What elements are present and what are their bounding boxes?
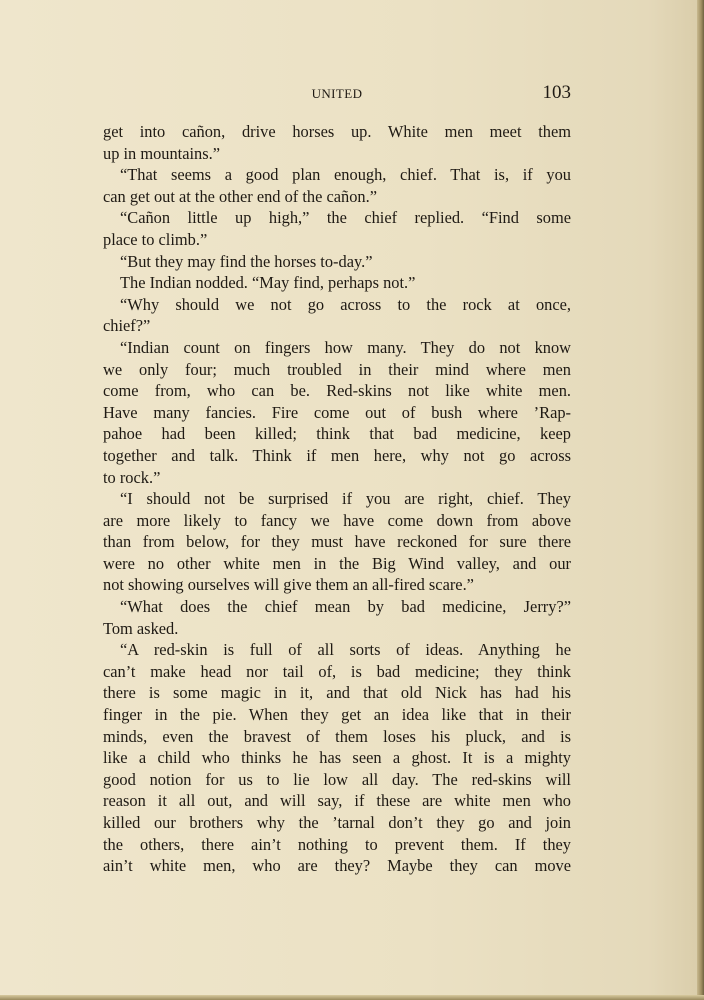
text-line: Have many fancies. Fire come out of bush where ’Rap- (103, 402, 571, 422)
text-line: “I should not be surprised if you are right, chief. They (120, 489, 571, 509)
text-line: up in mountains.” (103, 143, 220, 163)
text-line: minds, even the bravest of them loses his pluck, and is (103, 726, 571, 746)
text-line: can’t make head nor tail of, is bad medicine; they think (103, 661, 571, 681)
text-line: “Why should we not go across to the rock at once, (120, 294, 571, 314)
text-line: to rock.” (103, 467, 161, 487)
running-head (103, 82, 571, 104)
text-line: “What does the chief mean by bad medicine, Jerry?” (120, 597, 571, 617)
text-line: than from below, for they must have reckoned for sure there (103, 532, 571, 552)
text-line: Tom asked. (103, 618, 179, 638)
running-head-title: UNITED (311, 86, 363, 101)
text-line: “Cañon little up high,” the chief replied. “Find some (120, 208, 571, 228)
text-line: together and talk. Think if men here, why not go across (103, 445, 571, 465)
text-line: “But they may find the horses to-day.” (120, 251, 373, 271)
text-line: we only four; much troubled in their mind where men (103, 359, 571, 379)
text-line: good notion for us to lie low all day. The red-skins will (103, 769, 571, 789)
text-line: were no other white men in the Big Wind valley, and our (103, 553, 571, 573)
text-line: can get out at the other end of the cañon.” (103, 186, 377, 206)
text-line: ain’t white men, who are they? Maybe they can move (103, 856, 571, 876)
text-line: the others, there ain’t nothing to prevent them. If they (103, 834, 571, 854)
text-line: pahoe had been killed; think that bad medicine, keep (103, 424, 571, 444)
page-number: 103 (542, 82, 571, 103)
text-line: reason it all out, and will say, if these are white men who (103, 791, 571, 811)
text-line: killed our brothers why the ’tarnal don’t they go and join (103, 813, 571, 832)
text-line: there is some magic in it, and that old Nick has had his (103, 683, 571, 703)
text-line: “A red-skin is full of all sorts of ideas. Anything he (120, 640, 571, 660)
text-line: finger in the pie. When they get an idea like that in their (103, 705, 571, 725)
text-line: The Indian nodded. “May find, perhaps not.” (120, 273, 416, 293)
text-line: are more likely to fancy we have come down from above (103, 510, 571, 530)
text-line: like a child who thinks he has seen a ghost. It is a mighty (103, 748, 571, 768)
page-edge-right (697, 0, 704, 1000)
page-edge-bottom (0, 995, 704, 1000)
text-line: place to climb.” (103, 229, 208, 249)
text-line: chief?” (103, 316, 151, 336)
text-line: “Indian count on fingers how many. They do not know (120, 337, 571, 357)
text-line: come from, who can be. Red-skins not like white men. (103, 381, 571, 401)
text-line: not showing ourselves will give them an all-fired scare.” (103, 575, 474, 595)
text-line: get into cañon, drive horses up. White men meet them (103, 122, 571, 141)
body-text (103, 121, 571, 877)
text-line: “That seems a good plan enough, chief. That is, if you (120, 165, 571, 185)
